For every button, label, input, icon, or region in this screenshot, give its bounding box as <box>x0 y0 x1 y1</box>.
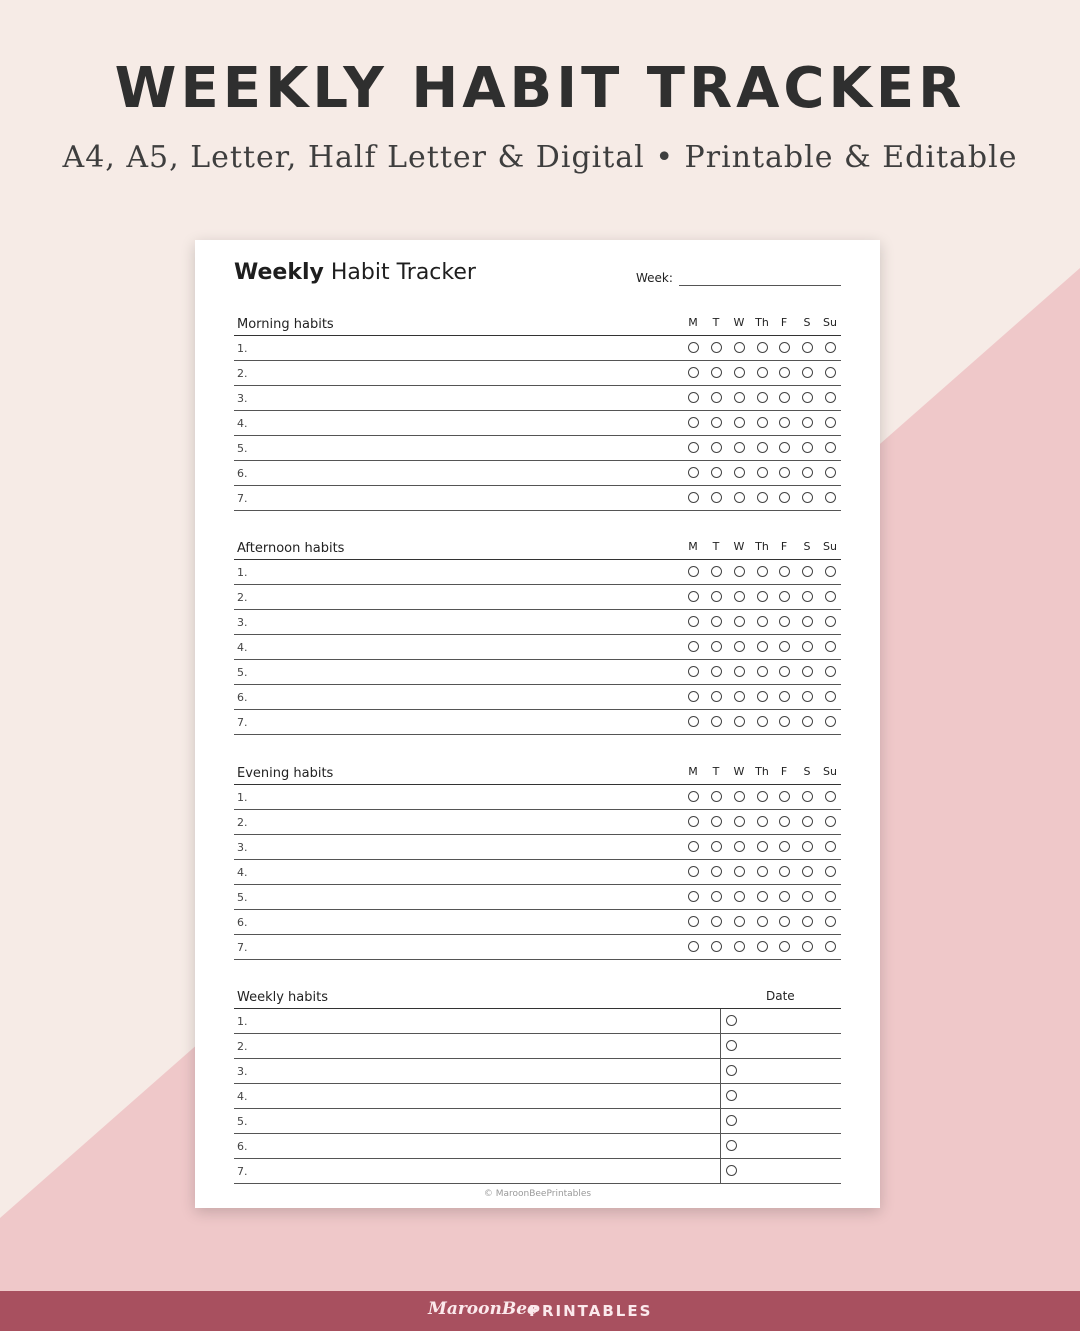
check-circle[interactable] <box>779 816 790 827</box>
day-label: M <box>688 765 698 778</box>
check-circle[interactable] <box>734 866 745 877</box>
check-circle[interactable] <box>734 841 745 852</box>
check-circle[interactable] <box>688 492 699 503</box>
check-circle[interactable] <box>711 367 722 378</box>
check-circle[interactable] <box>802 691 813 702</box>
check-circle[interactable] <box>757 666 768 677</box>
row-number: 6. <box>237 691 248 704</box>
column-divider <box>720 1084 721 1108</box>
row-number: 7. <box>237 716 248 729</box>
check-circle[interactable] <box>825 941 836 952</box>
check-circle[interactable] <box>825 392 836 403</box>
column-divider <box>720 1009 721 1033</box>
check-circle[interactable] <box>734 392 745 403</box>
habit-row <box>234 635 841 660</box>
check-circle[interactable] <box>802 866 813 877</box>
check-circle[interactable] <box>688 791 699 802</box>
habit-row <box>234 486 841 511</box>
habit-section <box>234 760 841 960</box>
check-circle[interactable] <box>711 716 722 727</box>
check-circle[interactable] <box>734 616 745 627</box>
check-circle[interactable] <box>779 841 790 852</box>
check-circle[interactable] <box>825 442 836 453</box>
check-circle[interactable] <box>757 691 768 702</box>
check-circle[interactable] <box>734 941 745 952</box>
row-number: 3. <box>237 841 248 854</box>
check-circle[interactable] <box>757 816 768 827</box>
day-label: S <box>803 316 811 329</box>
check-circle[interactable] <box>734 716 745 727</box>
check-circle[interactable] <box>825 342 836 353</box>
check-circle[interactable] <box>779 566 790 577</box>
habit-section <box>234 311 841 511</box>
check-circle[interactable] <box>779 716 790 727</box>
check-circle[interactable] <box>802 392 813 403</box>
habit-row <box>234 585 841 610</box>
check-circle[interactable] <box>757 716 768 727</box>
check-circle[interactable] <box>688 941 699 952</box>
check-circle[interactable] <box>802 342 813 353</box>
row-number: 1. <box>237 566 248 579</box>
habit-row <box>234 411 841 436</box>
column-divider <box>720 1109 721 1133</box>
section-header <box>234 984 841 1009</box>
day-label: M <box>688 540 698 553</box>
habit-row <box>234 810 841 835</box>
check-circle[interactable] <box>688 691 699 702</box>
check-circle[interactable] <box>825 816 836 827</box>
check-circle[interactable] <box>734 566 745 577</box>
check-circle[interactable] <box>757 866 768 877</box>
check-circle[interactable] <box>726 1165 737 1176</box>
check-circle[interactable] <box>802 666 813 677</box>
habit-row <box>234 885 841 910</box>
check-circle[interactable] <box>757 916 768 927</box>
weekly-habit-row <box>234 1009 841 1034</box>
check-circle[interactable] <box>734 891 745 902</box>
check-circle[interactable] <box>757 641 768 652</box>
week-input-line[interactable] <box>679 285 841 286</box>
check-circle[interactable] <box>825 891 836 902</box>
check-circle[interactable] <box>825 367 836 378</box>
day-label: Th <box>755 540 769 553</box>
check-circle[interactable] <box>802 841 813 852</box>
check-circle[interactable] <box>779 492 790 503</box>
check-circle[interactable] <box>688 866 699 877</box>
check-circle[interactable] <box>757 791 768 802</box>
check-circle[interactable] <box>711 941 722 952</box>
check-circle[interactable] <box>734 666 745 677</box>
check-circle[interactable] <box>711 841 722 852</box>
row-number: 1. <box>237 1015 248 1028</box>
check-circle[interactable] <box>825 666 836 677</box>
check-circle[interactable] <box>825 916 836 927</box>
check-circle[interactable] <box>802 566 813 577</box>
check-circle[interactable] <box>734 467 745 478</box>
column-divider <box>720 1059 721 1083</box>
habit-row <box>234 685 841 710</box>
check-circle[interactable] <box>711 666 722 677</box>
check-circle[interactable] <box>757 891 768 902</box>
check-circle[interactable] <box>779 417 790 428</box>
habit-row <box>234 835 841 860</box>
check-circle[interactable] <box>688 716 699 727</box>
habit-section <box>234 535 841 735</box>
check-circle[interactable] <box>825 841 836 852</box>
weekly-habit-row <box>234 1159 841 1184</box>
habit-row <box>234 660 841 685</box>
row-number: 3. <box>237 616 248 629</box>
habit-row <box>234 461 841 486</box>
row-number: 7. <box>237 941 248 954</box>
check-circle[interactable] <box>779 591 790 602</box>
day-label: Su <box>823 765 837 778</box>
habit-row <box>234 336 841 361</box>
row-number: 3. <box>237 392 248 405</box>
section-title: Morning habits <box>237 317 334 332</box>
check-circle[interactable] <box>726 1090 737 1101</box>
tracker-sheet <box>195 240 880 1208</box>
check-circle[interactable] <box>688 591 699 602</box>
week-label: Week: <box>636 271 673 285</box>
check-circle[interactable] <box>825 641 836 652</box>
day-label: S <box>803 540 811 553</box>
check-circle[interactable] <box>711 591 722 602</box>
check-circle[interactable] <box>779 941 790 952</box>
day-label: S <box>803 765 811 778</box>
check-circle[interactable] <box>779 891 790 902</box>
check-circle[interactable] <box>757 492 768 503</box>
check-circle[interactable] <box>711 342 722 353</box>
check-circle[interactable] <box>726 1115 737 1126</box>
day-label: M <box>688 316 698 329</box>
sheet-title-rest: Habit Tracker <box>330 260 476 285</box>
weekly-habit-row <box>234 1059 841 1084</box>
check-circle[interactable] <box>779 392 790 403</box>
check-circle[interactable] <box>802 641 813 652</box>
check-circle[interactable] <box>711 417 722 428</box>
sheet-title <box>234 260 476 285</box>
check-circle[interactable] <box>802 816 813 827</box>
check-circle[interactable] <box>734 492 745 503</box>
row-number: 6. <box>237 1140 248 1153</box>
habit-row <box>234 436 841 461</box>
row-number: 3. <box>237 1065 248 1078</box>
check-circle[interactable] <box>711 691 722 702</box>
section-title: Evening habits <box>237 766 334 781</box>
section-header <box>234 311 841 336</box>
check-circle[interactable] <box>688 666 699 677</box>
check-circle[interactable] <box>688 442 699 453</box>
check-circle[interactable] <box>802 591 813 602</box>
check-circle[interactable] <box>734 442 745 453</box>
weekly-habit-row <box>234 1084 841 1109</box>
check-circle[interactable] <box>802 616 813 627</box>
check-circle[interactable] <box>779 367 790 378</box>
check-circle[interactable] <box>757 467 768 478</box>
check-circle[interactable] <box>711 641 722 652</box>
check-circle[interactable] <box>779 866 790 877</box>
check-circle[interactable] <box>688 641 699 652</box>
check-circle[interactable] <box>726 1140 737 1151</box>
check-circle[interactable] <box>734 916 745 927</box>
habit-row <box>234 860 841 885</box>
check-circle[interactable] <box>779 641 790 652</box>
row-number: 6. <box>237 467 248 480</box>
row-number: 5. <box>237 442 248 455</box>
check-circle[interactable] <box>802 467 813 478</box>
check-circle[interactable] <box>734 367 745 378</box>
check-circle[interactable] <box>825 591 836 602</box>
check-circle[interactable] <box>802 891 813 902</box>
check-circle[interactable] <box>757 342 768 353</box>
day-label: Th <box>755 765 769 778</box>
check-circle[interactable] <box>825 492 836 503</box>
weekly-habit-row <box>234 1134 841 1159</box>
habit-row <box>234 785 841 810</box>
check-circle[interactable] <box>734 417 745 428</box>
check-circle[interactable] <box>688 566 699 577</box>
check-circle[interactable] <box>688 367 699 378</box>
check-circle[interactable] <box>779 342 790 353</box>
check-circle[interactable] <box>688 916 699 927</box>
check-circle[interactable] <box>802 791 813 802</box>
check-circle[interactable] <box>711 791 722 802</box>
check-circle[interactable] <box>779 616 790 627</box>
habit-row <box>234 386 841 411</box>
row-number: 2. <box>237 367 248 380</box>
brand-bar <box>0 1291 1080 1331</box>
day-label: T <box>712 540 720 553</box>
check-circle[interactable] <box>779 791 790 802</box>
check-circle[interactable] <box>711 866 722 877</box>
check-circle[interactable] <box>802 367 813 378</box>
check-circle[interactable] <box>688 342 699 353</box>
row-number: 4. <box>237 641 248 654</box>
check-circle[interactable] <box>802 492 813 503</box>
check-circle[interactable] <box>802 417 813 428</box>
copyright: © MaroonBeePrintables <box>483 1189 592 1199</box>
check-circle[interactable] <box>825 791 836 802</box>
habit-row <box>234 361 841 386</box>
check-circle[interactable] <box>688 616 699 627</box>
column-divider <box>720 1159 721 1183</box>
day-label: T <box>712 316 720 329</box>
main-title: WEEKLY HABIT TRACKER <box>114 56 966 121</box>
check-circle[interactable] <box>757 417 768 428</box>
section-title: Weekly habits <box>237 990 328 1005</box>
check-circle[interactable] <box>726 1015 737 1026</box>
day-label: W <box>733 316 745 329</box>
row-number: 2. <box>237 591 248 604</box>
day-label: T <box>712 765 720 778</box>
sheet-title-bold: Weekly <box>234 260 324 285</box>
check-circle[interactable] <box>802 716 813 727</box>
check-circle[interactable] <box>825 866 836 877</box>
check-circle[interactable] <box>779 442 790 453</box>
check-circle[interactable] <box>711 492 722 503</box>
row-number: 1. <box>237 342 248 355</box>
check-circle[interactable] <box>825 566 836 577</box>
weekly-habit-row <box>234 1034 841 1059</box>
subtitle: A4, A5, Letter, Half Letter & Digital • Printable & Editable <box>62 140 1018 175</box>
check-circle[interactable] <box>779 691 790 702</box>
day-label: W <box>733 540 745 553</box>
habit-row <box>234 710 841 735</box>
brand-logo-script: MaroonBee <box>428 1299 538 1319</box>
check-circle[interactable] <box>711 392 722 403</box>
row-number: 6. <box>237 916 248 929</box>
check-circle[interactable] <box>726 1040 737 1051</box>
check-circle[interactable] <box>825 417 836 428</box>
section-title: Afternoon habits <box>237 541 345 556</box>
check-circle[interactable] <box>825 616 836 627</box>
column-divider <box>720 1034 721 1058</box>
check-circle[interactable] <box>688 816 699 827</box>
row-number: 4. <box>237 866 248 879</box>
check-circle[interactable] <box>757 392 768 403</box>
day-label: F <box>780 765 788 778</box>
check-circle[interactable] <box>757 941 768 952</box>
check-circle[interactable] <box>688 392 699 403</box>
check-circle[interactable] <box>779 916 790 927</box>
day-label: Su <box>823 316 837 329</box>
row-number: 4. <box>237 417 248 430</box>
check-circle[interactable] <box>734 342 745 353</box>
check-circle[interactable] <box>711 442 722 453</box>
check-circle[interactable] <box>726 1065 737 1076</box>
habit-row <box>234 910 841 935</box>
row-number: 7. <box>237 492 248 505</box>
check-circle[interactable] <box>825 467 836 478</box>
check-circle[interactable] <box>734 591 745 602</box>
row-number: 5. <box>237 666 248 679</box>
row-number: 7. <box>237 1165 248 1178</box>
row-number: 4. <box>237 1090 248 1103</box>
check-circle[interactable] <box>779 666 790 677</box>
check-circle[interactable] <box>688 841 699 852</box>
day-label: W <box>733 765 745 778</box>
weekly-habit-row <box>234 1109 841 1134</box>
row-number: 5. <box>237 1115 248 1128</box>
check-circle[interactable] <box>734 791 745 802</box>
weekly-habits-section <box>234 984 841 1184</box>
check-circle[interactable] <box>825 716 836 727</box>
habit-row <box>234 560 841 585</box>
check-circle[interactable] <box>688 467 699 478</box>
day-label: F <box>780 540 788 553</box>
habit-row <box>234 935 841 960</box>
row-number: 2. <box>237 816 248 829</box>
check-circle[interactable] <box>757 616 768 627</box>
check-circle[interactable] <box>734 691 745 702</box>
check-circle[interactable] <box>711 566 722 577</box>
check-circle[interactable] <box>757 566 768 577</box>
check-circle[interactable] <box>688 417 699 428</box>
check-circle[interactable] <box>757 442 768 453</box>
check-circle[interactable] <box>711 816 722 827</box>
check-circle[interactable] <box>779 467 790 478</box>
check-circle[interactable] <box>734 641 745 652</box>
check-circle[interactable] <box>802 941 813 952</box>
section-header <box>234 535 841 560</box>
check-circle[interactable] <box>711 467 722 478</box>
check-circle[interactable] <box>711 616 722 627</box>
habit-row <box>234 610 841 635</box>
check-circle[interactable] <box>688 891 699 902</box>
row-number: 2. <box>237 1040 248 1053</box>
check-circle[interactable] <box>825 691 836 702</box>
check-circle[interactable] <box>802 916 813 927</box>
row-number: 1. <box>237 791 248 804</box>
section-header <box>234 760 841 785</box>
day-label: Th <box>755 316 769 329</box>
row-number: 5. <box>237 891 248 904</box>
check-circle[interactable] <box>757 841 768 852</box>
check-circle[interactable] <box>711 916 722 927</box>
brand-logo-word: PRINTABLES <box>529 1302 653 1320</box>
check-circle[interactable] <box>734 816 745 827</box>
date-label: Date <box>766 989 795 1003</box>
check-circle[interactable] <box>757 367 768 378</box>
check-circle[interactable] <box>711 891 722 902</box>
check-circle[interactable] <box>757 591 768 602</box>
day-label: F <box>780 316 788 329</box>
check-circle[interactable] <box>802 442 813 453</box>
column-divider <box>720 1134 721 1158</box>
day-label: Su <box>823 540 837 553</box>
